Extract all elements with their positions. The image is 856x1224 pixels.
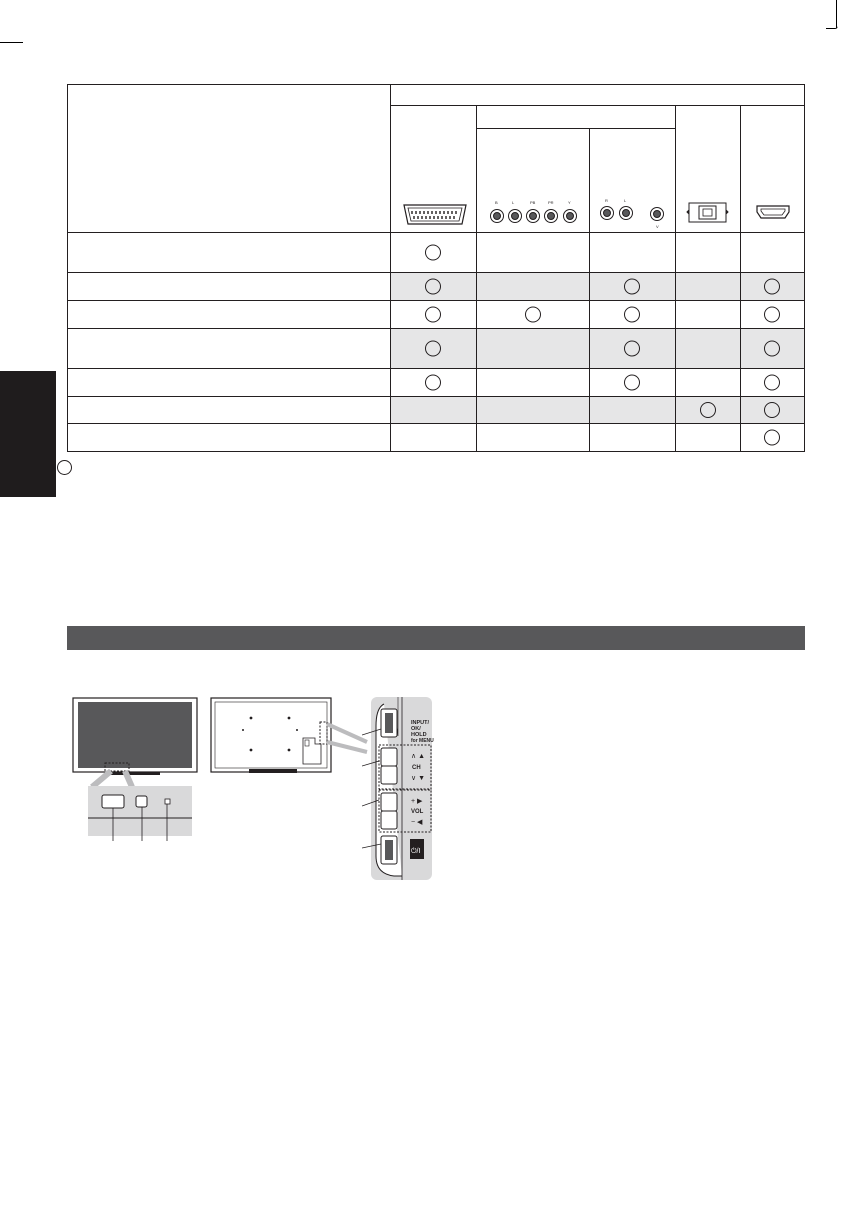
jack-label: L [512, 200, 515, 205]
svg-text:∨ ▼: ∨ ▼ [411, 775, 425, 782]
compatibility-mark [426, 307, 441, 322]
table-row-shading [391, 273, 804, 423]
tv-front-illustration [70, 695, 202, 851]
jack-label: PR [548, 200, 554, 205]
jack-label: L [624, 198, 627, 203]
vol-label: VOL [411, 809, 424, 815]
ch-label: CH [412, 765, 421, 771]
legend-circle-icon [57, 460, 72, 475]
rca-jack-inner [530, 213, 537, 220]
svg-text:HOLD: HOLD [411, 732, 427, 738]
jack-label: Y [568, 200, 571, 205]
table-row-shade [391, 397, 804, 423]
compatibility-mark [765, 430, 780, 445]
jack-label: B [495, 200, 498, 205]
ch-up-button[interactable] [381, 748, 397, 766]
av-jacks-icon [601, 198, 664, 229]
side-control-panel [362, 696, 434, 882]
hdmi-connector-icon [757, 206, 789, 218]
rca-jack-inner [548, 213, 555, 220]
compatibility-mark [426, 375, 441, 390]
jack-label: R [605, 198, 608, 203]
tv-rear-illustration [209, 694, 369, 780]
compatibility-mark [526, 307, 541, 322]
rca-jack-inner [604, 210, 611, 217]
power-label: ⏻/I [411, 848, 421, 855]
rca-jack-inner [494, 213, 501, 220]
section-heading-bar [67, 626, 805, 650]
svg-text:− ◀: − ◀ [411, 819, 423, 826]
rca-jack-inner [654, 211, 661, 218]
compatibility-mark [625, 307, 640, 322]
svg-text:OK/: OK/ [411, 726, 421, 732]
compatibility-mark [625, 375, 640, 390]
table-row-shade [391, 329, 804, 368]
svg-text:∧ ▲: ∧ ▲ [411, 753, 425, 760]
svg-text:+ ▶: + ▶ [411, 798, 423, 805]
compatibility-mark [765, 375, 780, 390]
ch-down-button[interactable] [381, 766, 397, 784]
jack-label: V [656, 224, 659, 229]
rca-jack-inner [623, 210, 630, 217]
component-jacks-icon [491, 200, 577, 223]
jack-label: PB [530, 200, 536, 205]
vol-down-button[interactable] [381, 811, 397, 829]
scart-connector-icon [404, 205, 466, 224]
compatibility-mark [765, 307, 780, 322]
table-row-shade [391, 273, 804, 300]
vol-up-button[interactable] [381, 793, 397, 811]
rca-jack-inner [512, 213, 519, 220]
compatibility-mark [426, 245, 441, 260]
rca-jack-inner [567, 213, 574, 220]
svg-text:for MENU: for MENU [411, 738, 434, 744]
svg-text:INPUT/: INPUT/ [411, 720, 430, 726]
optical-digital-icon [687, 203, 728, 222]
table-lines [67, 84, 805, 452]
